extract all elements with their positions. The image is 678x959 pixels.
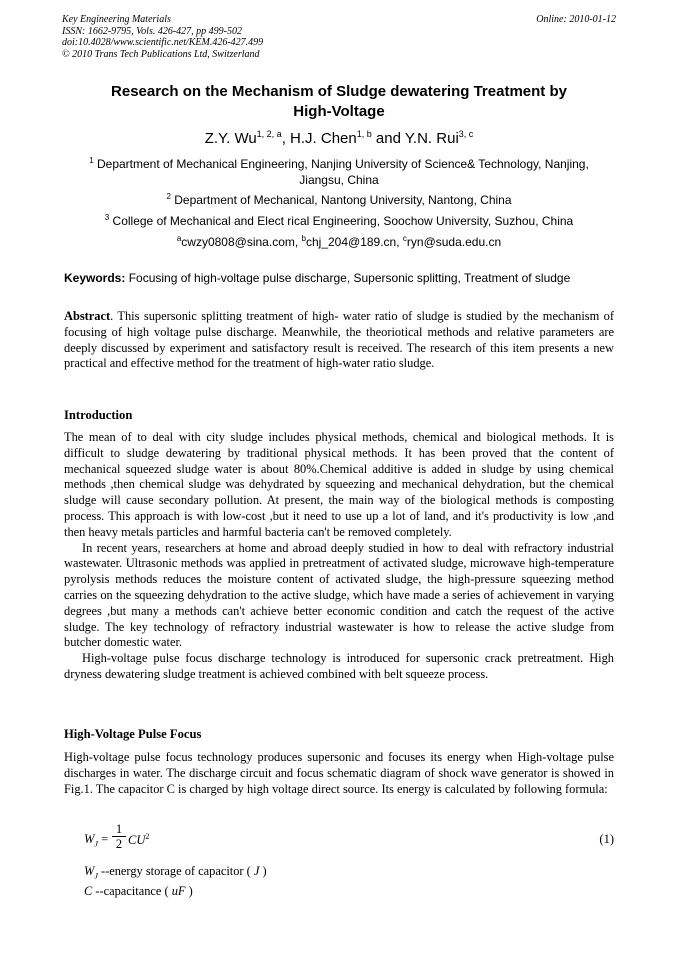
copyright-line: © 2010 Trans Tech Publications Ltd, Switzerland — [62, 48, 260, 60]
email-a[interactable]: cwzy0808@sina.com, — [181, 235, 302, 249]
equation-rhs — [128, 832, 149, 848]
author-1-affil: 1, 2, a — [256, 129, 282, 139]
title-line-1: Research on the Mechanism of Sludge dewatering Treatment by — [111, 83, 567, 100]
affiliation-3-text: College of Mechanical and Elect rical Engineering, Soochow University, Suzhou, China — [109, 214, 574, 228]
doi-line: doi:10.4028/www.scientific.net/KEM.426-427.499 — [62, 37, 264, 48]
equation-rhs-symbol: CU — [128, 833, 146, 848]
title-line-2: High-Voltage — [293, 102, 385, 120]
affiliation-1-text-cont: Jiangsu, China — [299, 173, 379, 187]
author-sep-2: and — [371, 130, 405, 147]
paper-title — [60, 82, 618, 121]
introduction-body — [64, 430, 614, 683]
keywords-label: Keywords: — [64, 271, 126, 285]
affiliation-1-number: 1 — [89, 156, 94, 165]
variable-definition-c — [84, 884, 193, 899]
introduction-heading: Introduction — [64, 408, 133, 422]
email-c[interactable]: ryn@suda.edu.cn — [406, 235, 502, 249]
journal-header — [62, 14, 616, 60]
email-a-marker: a — [176, 234, 182, 243]
author-3: Y.N. Rui — [404, 130, 459, 147]
hv-section-paragraph-1: High-voltage pulse focus technology produces supersonic and focuses its energy when High-voltage pulse discharges in water. The discharge circuit and focus schematic diagram of shock wave generator is showed in Fig.1. The capacitor C is charged by high voltage direct source. Its energy is calculated by following formula: — [64, 750, 614, 796]
variable-definition-wj — [84, 864, 267, 880]
variable-symbol: W — [84, 864, 95, 878]
author-2-affil: 1, b — [356, 129, 372, 139]
journal-name: Key Engineering Materials — [62, 14, 171, 25]
variable-unit: uF — [171, 884, 186, 898]
introduction-paragraph-1: The mean of to deal with city sludge includes physical methods, chemical and biological methods. It is difficult to sludge dewatering by traditional physical methods. It has been proved that the content of mechanical squeezed sludge water is about 80%.Chemical additive is added in sludge by using chemical methods ,then chemical sludge was dehydrated by squeezing and mechanical dehydration, but the chemical sludge will cause secondary pollution. At present, the main way of the biological methods is composting process. This approach is with low-cost ,but it need to use up a lot of land, and it's productivity is low ,and then heavy metals particles and harmful bacteria can't be removed completely. — [64, 430, 614, 539]
variable-symbol: C — [84, 884, 93, 898]
author-list — [60, 130, 618, 148]
equation-number: (1) — [599, 832, 614, 846]
email-c-marker: c — [402, 234, 407, 243]
abstract — [64, 309, 614, 372]
affiliation-2-text: Department of Mechanical, Nantong University, Nantong, China — [170, 193, 512, 207]
variable-close-paren: ) — [262, 864, 267, 878]
abstract-text: . This supersonic splitting treatment of high- water ratio of sludge is studied by the mechanism of focusing of high voltage pulse discharge. Meanwhile, the theoriotical methods and relative parameters are deeply discussed by experiment and satisfactory result is received. The research of this item presents a new practical and effective method for the treatment of high-water ratio sludge. — [64, 309, 614, 371]
equation-rhs-exponent: 2 — [145, 832, 150, 841]
variable-subscript: J — [94, 871, 98, 881]
introduction-paragraph-3: High-voltage pulse focus discharge technology is introduced for supersonic crack pretreatment. High dryness dewatering sludge treatment is achieved combined with belt squeeze process. — [64, 651, 614, 681]
fraction-denominator: 2 — [115, 837, 123, 851]
fraction-numerator: 1 — [115, 822, 123, 836]
hv-section-heading: High-Voltage Pulse Focus — [64, 727, 202, 741]
online-date: Online: 2010-01-12 — [536, 14, 616, 25]
equation-equals: = — [97, 832, 109, 846]
affiliation-1-text: Department of Mechanical Engineering, Nanjing University of Science& Technology, Nanjing, — [93, 157, 589, 171]
author-1: Z.Y. Wu — [204, 130, 257, 147]
variable-close-paren: ) — [188, 884, 193, 898]
keywords-text: Focusing of high-voltage pulse discharge, Supersonic splitting, Treatment of sludge — [125, 271, 571, 285]
variable-description: --capacitance ( — [92, 884, 169, 898]
equation-1 — [84, 822, 614, 858]
author-3-affil: 3, c — [458, 129, 474, 139]
equation-lhs — [84, 832, 108, 849]
affiliation-1 — [62, 156, 616, 188]
affiliation-2-number: 2 — [166, 192, 171, 201]
hv-section-body — [64, 750, 614, 797]
equation-fraction — [112, 822, 126, 851]
abstract-label: Abstract — [64, 309, 111, 323]
issn-line: ISSN: 1662-9795, Vols. 426-427, pp 499-502 — [62, 25, 242, 37]
author-sep-1: , — [281, 130, 291, 147]
affiliation-2 — [62, 192, 616, 208]
variable-description: --energy storage of capacitor ( — [97, 864, 251, 878]
affiliation-3 — [62, 213, 616, 229]
email-line — [62, 234, 616, 250]
affiliation-3-number: 3 — [104, 213, 110, 222]
keywords — [64, 270, 618, 286]
email-b[interactable]: chj_204@189.cn, — [305, 235, 403, 249]
variable-unit: J — [253, 864, 260, 878]
introduction-paragraph-2: In recent years, researchers at home and abroad deeply studied in how to deal with refractory industrial wastewater. Ultrasonic methods was applied in pretreatment of activated sludge, microwave high-temperature pyrolysis methods reduces the moisture content of activated sludge, the high-pressure squeezing method carries on the squeezing dehydration to the active sludge, which have made a series of achievement in varying degrees ,but many a methods can't achieve better economic condition and catch the request of the active sludge. The key technology of refractory industrial wastewater is how to release the active sludge from butcher domestic water. — [64, 540, 614, 650]
equation-lhs-symbol: W — [84, 832, 95, 846]
email-b-marker: b — [301, 234, 306, 243]
equation-lhs-subscript: J — [94, 839, 98, 849]
author-2: H.J. Chen — [290, 130, 357, 147]
